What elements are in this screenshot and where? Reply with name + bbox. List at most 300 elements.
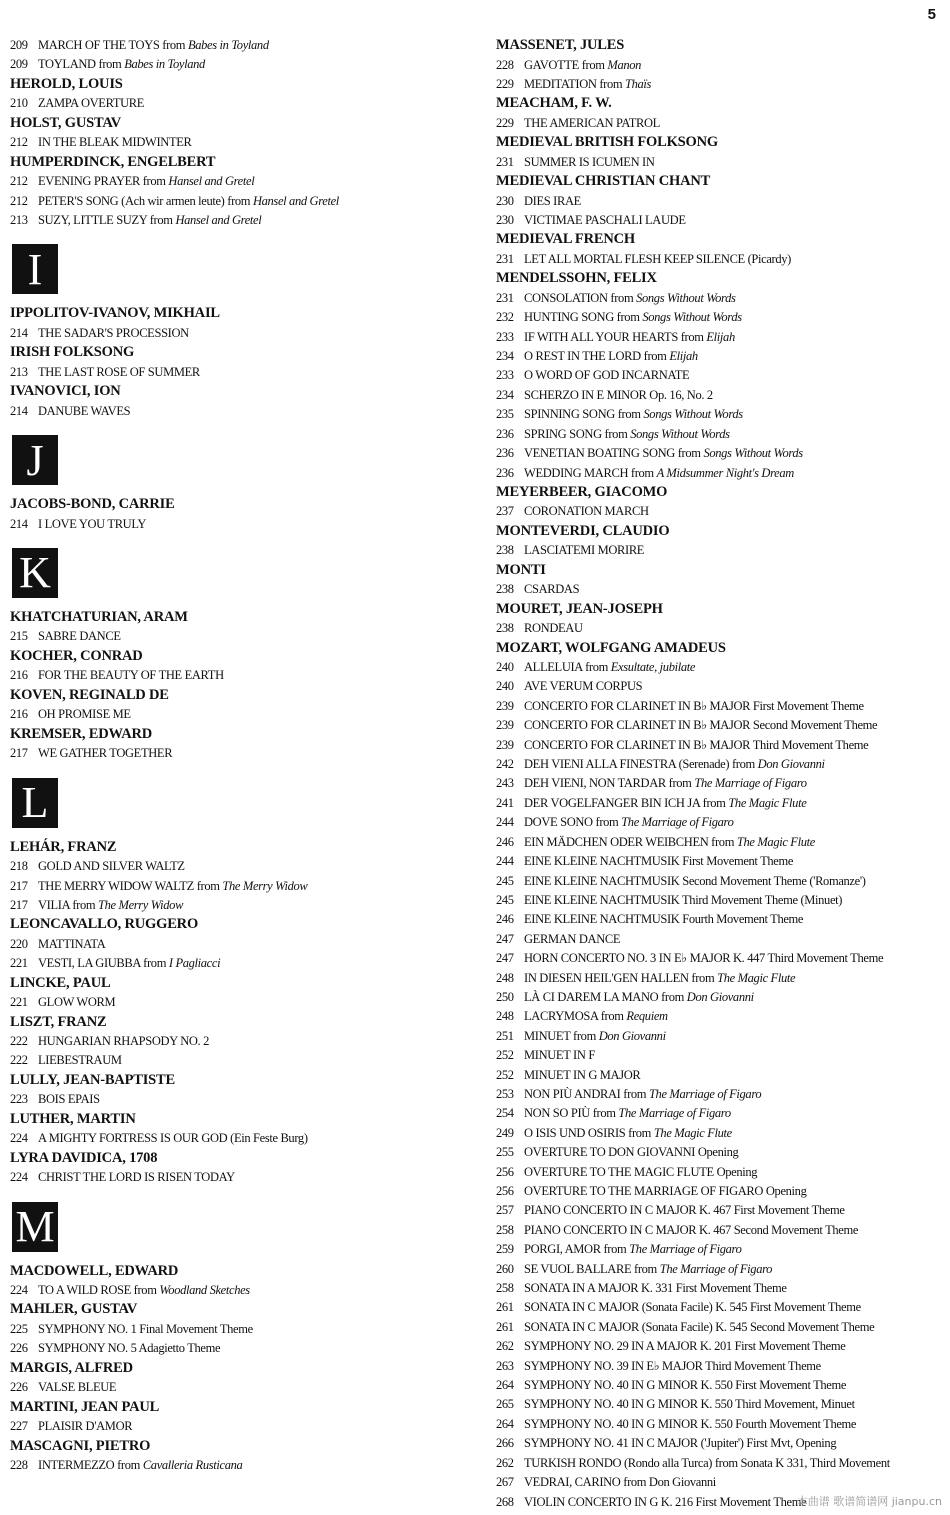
page-ref: 224 — [10, 1131, 28, 1146]
index-column-right — [496, 36, 940, 1512]
index-entry — [496, 1046, 940, 1065]
index-entry — [496, 347, 940, 366]
page-ref: 230 — [496, 213, 514, 228]
piece-title: CONCERTO FOR CLARINET IN B♭ MAJOR Second Movement Theme — [524, 718, 878, 733]
index-entry — [496, 1027, 940, 1046]
composer-heading: MONTEVERDI, CLAUDIO — [496, 522, 670, 539]
piece-title: SYMPHONY NO. 5 Adagietto Theme — [38, 1341, 221, 1356]
piece-title: CORONATION MARCH — [524, 504, 649, 519]
piece-title: SCHERZO IN E MINOR Op. 16, No. 2 — [524, 387, 713, 402]
index-entry — [496, 289, 940, 308]
source-work: Woodland Sketches — [159, 1283, 250, 1298]
piece-title: O REST IN THE LORD from — [524, 349, 667, 364]
source-work: Babes in Toyland — [124, 57, 205, 72]
piece-title: SONATA IN C MAJOR (Sonata Facile) K. 545 First Movement Theme — [524, 1300, 861, 1315]
piece-title: OVERTURE TO THE MARRIAGE OF FIGARO Opening — [524, 1184, 807, 1198]
piece-title: HORN CONCERTO NO. 3 IN E♭ MAJOR K. 447 Third Movement Theme — [524, 951, 884, 966]
page-ref: 240 — [496, 660, 514, 675]
composer-heading: MASSENET, JULES — [496, 37, 625, 53]
index-entry — [10, 55, 470, 74]
page-ref: 231 — [496, 154, 514, 169]
page-ref: 252 — [496, 1067, 514, 1082]
source-work: The Marriage of Figaro — [629, 1242, 742, 1257]
source-work: Don Giovanni — [686, 989, 754, 1004]
index-entry — [496, 1454, 940, 1473]
piece-title: IF WITH ALL YOUR HEARTS from — [524, 329, 704, 344]
page-ref: 247 — [496, 951, 514, 966]
composer-heading: LEONCAVALLO, RUGGERO — [10, 916, 199, 933]
page-ref: 256 — [496, 1164, 514, 1179]
index-entry — [496, 502, 940, 521]
page-ref: 224 — [10, 1170, 28, 1185]
composer-heading: MEDIEVAL BRITISH FOLKSONG — [496, 134, 718, 151]
source-work: Hansel and Gretel — [252, 193, 339, 208]
page-ref: 261 — [496, 1319, 514, 1334]
page-ref: 236 — [496, 446, 514, 461]
page-ref: 216 — [10, 668, 28, 683]
page-ref: 233 — [496, 329, 514, 344]
piece-title: VIOLIN CONCERTO IN G K. 216 First Movement Theme — [524, 1494, 807, 1509]
index-entry — [10, 1281, 470, 1300]
piece-title: OH PROMISE ME — [38, 707, 131, 722]
source-work: I Pagliacci — [168, 956, 221, 971]
composer-heading: KREMSER, EDWARD — [10, 725, 153, 742]
page-ref: 262 — [496, 1455, 514, 1470]
piece-title: LET ALL MORTAL FLESH KEEP SILENCE (Picardy) — [524, 251, 791, 266]
source-work: The Magic Flute — [653, 1125, 732, 1140]
piece-title: INTERMEZZO from — [38, 1458, 141, 1473]
piece-title: PLAISIR D'AMOR — [38, 1419, 133, 1434]
composer-heading: KOCHER, CONRAD — [10, 647, 143, 664]
page-ref: 221 — [10, 995, 28, 1010]
piece-title: VALSE BLEUE — [38, 1380, 117, 1395]
piece-title: O ISIS UND OSIRIS from — [524, 1125, 652, 1140]
page-ref: 214 — [10, 516, 28, 531]
piece-title: MARCH OF THE TOYS from — [38, 38, 186, 52]
page-ref: 264 — [496, 1378, 514, 1393]
piece-title: DER VOGELFANGER BIN ICH JA from — [524, 795, 726, 810]
page-ref: 254 — [496, 1106, 514, 1121]
page-ref: 229 — [496, 115, 514, 130]
composer-heading: MACDOWELL, EDWARD — [10, 1262, 179, 1279]
index-entry — [496, 833, 940, 852]
index-entry — [496, 464, 940, 483]
index-entry — [10, 1129, 470, 1148]
index-entry — [10, 211, 470, 230]
source-work: A Midsummer Night's Dream — [656, 465, 794, 480]
page-ref: 249 — [496, 1125, 514, 1140]
index-entry — [496, 580, 940, 599]
composer-heading: IPPOLITOV-IVANOV, MIKHAIL — [10, 305, 220, 322]
page-ref: 239 — [496, 698, 514, 713]
piece-title: WEDDING MARCH from — [524, 465, 654, 480]
composer-heading: MARGIS, ALFRED — [10, 1359, 133, 1376]
piece-title: SYMPHONY NO. 40 IN G MINOR K. 550 Third Movement, Minuet — [524, 1397, 855, 1412]
page-ref: 247 — [496, 931, 514, 946]
page-ref: 226 — [10, 1341, 28, 1356]
page-ref: 223 — [10, 1092, 28, 1107]
piece-title: THE LAST ROSE OF SUMMER — [38, 364, 200, 379]
source-work: Songs Without Words — [636, 290, 736, 305]
index-entry — [496, 328, 940, 347]
index-entry — [10, 896, 470, 915]
page-ref: 250 — [496, 989, 514, 1004]
index-entry — [496, 1279, 940, 1298]
piece-title: OVERTURE TO THE MAGIC FLUTE Opening — [524, 1164, 758, 1179]
index-entry — [496, 1163, 940, 1182]
index-entry — [496, 1143, 940, 1162]
index-entry — [496, 697, 940, 716]
page-ref: 244 — [496, 854, 514, 869]
index-entry — [496, 114, 940, 133]
piece-title: GOLD AND SILVER WALTZ — [38, 859, 185, 874]
piece-title: SE VUOL BALLARE from — [524, 1261, 657, 1276]
index-entry — [496, 949, 940, 968]
piece-title: SPRING SONG from — [524, 426, 628, 441]
composer-heading: MOZART, WOLFGANG AMADEUS — [496, 639, 726, 656]
watermark: 本曲谱 歌谱简谱网 jianpu.cn — [796, 1495, 942, 1508]
page-ref: 239 — [496, 737, 514, 752]
piece-title: SONATA IN A MAJOR K. 331 First Movement Theme — [524, 1281, 787, 1296]
page-ref: 238 — [496, 621, 514, 636]
source-work: Don Giovanni — [598, 1028, 666, 1043]
page-ref: 260 — [496, 1261, 514, 1276]
composer-heading: MEDIEVAL CHRISTIAN CHANT — [496, 173, 711, 190]
index-entry — [10, 363, 470, 382]
index-entry — [496, 192, 940, 211]
composer-heading: LUTHER, MARTIN — [10, 1110, 136, 1127]
index-entry — [496, 1434, 940, 1453]
index-entry — [10, 1320, 470, 1339]
index-entry — [496, 852, 940, 871]
composer-heading: MARTINI, JEAN PAUL — [10, 1398, 160, 1415]
piece-title: VICTIMAE PASCHALI LAUDE — [524, 213, 686, 228]
index-entry — [496, 405, 940, 424]
index-entry — [496, 658, 940, 677]
page-ref: 252 — [496, 1048, 514, 1063]
piece-title: SUMMER IS ICUMEN IN — [524, 154, 655, 169]
index-entry — [496, 872, 940, 891]
page-ref: 268 — [496, 1494, 514, 1509]
index-entry — [496, 1007, 940, 1026]
piece-title: EINE KLEINE NACHTMUSIK Third Movement Theme (Minuet) — [524, 892, 843, 907]
index-entry — [496, 1221, 940, 1240]
source-work: Hansel and Gretel — [168, 174, 255, 189]
page-ref: 243 — [496, 776, 514, 791]
piece-title: SABRE DANCE — [38, 629, 121, 644]
index-entry — [10, 94, 470, 113]
composer-heading: KOVEN, REGINALD DE — [10, 686, 169, 703]
index-entry — [10, 133, 470, 152]
piece-title: SYMPHONY NO. 39 IN E♭ MAJOR Third Movement Theme — [524, 1358, 821, 1373]
page-ref: 213 — [10, 212, 28, 227]
page-ref: 263 — [496, 1358, 514, 1373]
page-ref: 222 — [10, 1053, 28, 1068]
piece-title: NON SO PIÙ from — [524, 1106, 616, 1121]
index-entry — [496, 1124, 940, 1143]
index-entry — [10, 515, 470, 534]
source-work: The Magic Flute — [728, 795, 807, 810]
composer-heading: LINCKE, PAUL — [10, 974, 111, 991]
page-ref: 264 — [496, 1416, 514, 1431]
composer-heading: LEHÁR, FRANZ — [10, 838, 117, 855]
page-ref: 242 — [496, 757, 514, 772]
source-work: The Merry Widow — [222, 878, 308, 893]
composer-heading: MEACHAM, F. W. — [496, 95, 612, 112]
page-ref: 233 — [496, 368, 514, 383]
page-ref: 266 — [496, 1436, 514, 1451]
page-ref: 231 — [496, 251, 514, 266]
index-entry — [496, 1240, 940, 1259]
section-letter: K — [12, 548, 58, 598]
page-ref: 246 — [496, 834, 514, 849]
page-ref: 209 — [10, 57, 28, 72]
piece-title: SYMPHONY NO. 41 IN C MAJOR ('Jupiter') First Mvt, Opening — [524, 1436, 837, 1451]
index-entry — [496, 1318, 940, 1337]
index-entry — [496, 794, 940, 813]
piece-title: LIEBESTRAUM — [38, 1053, 122, 1068]
page-ref: 212 — [10, 193, 28, 208]
source-work: Babes in Toyland — [187, 38, 269, 52]
index-entry — [496, 250, 940, 269]
page-ref: 230 — [496, 193, 514, 208]
source-work: The Marriage of Figaro — [659, 1261, 773, 1276]
page-ref: 245 — [496, 892, 514, 907]
page-ref: 234 — [496, 349, 514, 364]
page-ref: 226 — [10, 1380, 28, 1395]
index-entry — [10, 1456, 470, 1475]
piece-title: BOIS EPAIS — [38, 1092, 100, 1107]
source-work: Elijah — [706, 329, 735, 344]
page-ref: 257 — [496, 1203, 514, 1218]
index-entry — [496, 425, 940, 444]
index-entry — [496, 386, 940, 405]
index-entry — [496, 1066, 940, 1085]
page-ref: 246 — [496, 912, 514, 927]
piece-title: EVENING PRAYER from — [38, 174, 166, 189]
index-entry — [496, 1376, 940, 1395]
composer-heading: MASCAGNI, PIETRO — [10, 1437, 151, 1454]
index-entry — [10, 1051, 470, 1070]
index-column-left — [10, 36, 470, 1476]
index-entry — [496, 813, 940, 832]
page-ref: 241 — [496, 795, 514, 810]
composer-heading: MOURET, JEAN-JOSEPH — [496, 600, 663, 617]
source-work: Songs Without Words — [642, 310, 742, 325]
source-work: The Marriage of Figaro — [694, 776, 807, 791]
page-ref: 213 — [10, 364, 28, 379]
piece-title: GLOW WORM — [38, 995, 116, 1010]
piece-title: PIANO CONCERTO IN C MAJOR K. 467 Second Movement Theme — [524, 1222, 859, 1237]
index-entry — [10, 172, 470, 191]
piece-title: VESTI, LA GIUBBA from — [38, 956, 167, 971]
piece-title: MINUET from — [524, 1028, 596, 1043]
piece-title: A MIGHTY FORTRESS IS OUR GOD (Ein Feste Burg) — [38, 1131, 308, 1146]
piece-title: DEH VIENI ALLA FINESTRA (Serenade) from — [524, 757, 755, 772]
composer-heading: MONTI — [496, 561, 546, 578]
piece-title: SYMPHONY NO. 29 IN A MAJOR K. 201 First Movement Theme — [524, 1339, 846, 1354]
index-entry — [496, 75, 940, 94]
piece-title: HUNGARIAN RHAPSODY NO. 2 — [38, 1034, 210, 1049]
piece-title: SYMPHONY NO. 40 IN G MINOR K. 550 First Movement Theme — [524, 1378, 847, 1393]
piece-title: VENETIAN BOATING SONG from — [524, 446, 701, 461]
piece-title: DIES IRAE — [524, 193, 581, 208]
page-ref: 258 — [496, 1281, 514, 1296]
source-work: Thaïs — [625, 76, 652, 91]
index-entry — [496, 677, 940, 696]
source-work: Songs Without Words — [703, 446, 803, 461]
source-work: Songs Without Words — [630, 426, 730, 441]
section-letter: M — [12, 1202, 58, 1252]
index-entry — [496, 211, 940, 230]
composer-heading: HOLST, GUSTAV — [10, 114, 122, 131]
piece-title: LÀ CI DAREM LA MANO from — [524, 989, 684, 1004]
composer-heading: LULLY, JEAN-BAPTISTE — [10, 1071, 175, 1088]
page-ref: 214 — [10, 325, 28, 340]
page-ref: 265 — [496, 1397, 514, 1412]
index-entry — [10, 1032, 470, 1051]
index-entry — [496, 308, 940, 327]
source-work: Exsultate, jubilate — [610, 660, 696, 675]
index-entry — [10, 744, 470, 763]
piece-title: MINUET IN F — [524, 1048, 595, 1063]
index-entry — [10, 627, 470, 646]
page-ref: 259 — [496, 1242, 514, 1257]
page-ref: 229 — [496, 76, 514, 91]
page-ref: 217 — [10, 897, 28, 912]
piece-title: GAVOTTE from — [524, 57, 605, 72]
source-work: Requiem — [626, 1009, 668, 1024]
piece-title: CHRIST THE LORD IS RISEN TODAY — [38, 1170, 235, 1185]
page-ref: 214 — [10, 403, 28, 418]
piece-title: EINE KLEINE NACHTMUSIK Fourth Movement Theme — [524, 912, 804, 927]
index-entry — [496, 736, 940, 755]
index-entry — [10, 1090, 470, 1109]
source-work: Don Giovanni — [757, 757, 825, 772]
source-work: The Magic Flute — [717, 970, 796, 985]
page-ref: 210 — [10, 96, 28, 111]
index-entry — [496, 1395, 940, 1414]
page-ref: 261 — [496, 1300, 514, 1315]
piece-title: HUNTING SONG from — [524, 310, 640, 325]
index-entry — [496, 444, 940, 463]
piece-title: GERMAN DANCE — [524, 931, 621, 946]
index-entry — [496, 930, 940, 949]
piece-title: RONDEAU — [524, 621, 583, 636]
page-ref: 255 — [496, 1145, 514, 1160]
page-ref: 209 — [10, 38, 28, 52]
index-entry — [496, 716, 940, 735]
piece-title: CONCERTO FOR CLARINET IN B♭ MAJOR First Movement Theme — [524, 698, 864, 713]
index-entry — [496, 774, 940, 793]
index-entry — [10, 1168, 470, 1187]
page-ref: 221 — [10, 956, 28, 971]
piece-title: IN THE BLEAK MIDWINTER — [38, 135, 192, 150]
piece-title: MATTINATA — [38, 936, 106, 951]
page-ref: 236 — [496, 465, 514, 480]
piece-title: PORGI, AMOR from — [524, 1242, 627, 1257]
piece-title: EINE KLEINE NACHTMUSIK Second Movement Theme ('Romanze') — [524, 873, 866, 888]
page-ref: 236 — [496, 426, 514, 441]
piece-title: OVERTURE TO DON GIOVANNI Opening — [524, 1145, 739, 1160]
composer-heading: HEROLD, LOUIS — [10, 75, 123, 92]
index-entry — [496, 1415, 940, 1434]
piece-title: IN DIESEN HEIL'GEN HALLEN from — [524, 970, 715, 985]
piece-title: CONSOLATION from — [524, 290, 634, 305]
piece-title: EIN MÄDCHEN ODER WEIBCHEN from — [524, 834, 735, 849]
composer-heading: LISZT, FRANZ — [10, 1013, 107, 1030]
piece-title: O WORD OF GOD INCARNATE — [524, 368, 690, 383]
page-ref: 222 — [10, 1034, 28, 1049]
piece-title: PIANO CONCERTO IN C MAJOR K. 467 First Movement Theme — [524, 1203, 845, 1218]
page-ref: 218 — [10, 859, 28, 874]
piece-title: MEDITATION from — [524, 76, 623, 91]
piece-title: PETER'S SONG (Ach wir armen leute) from — [38, 193, 251, 208]
piece-title: ALLELUIA from — [524, 660, 608, 675]
piece-title: ZAMPA OVERTURE — [38, 96, 145, 111]
page-ref: 228 — [10, 1458, 28, 1473]
composer-heading: IRISH FOLKSONG — [10, 344, 135, 361]
index-entry — [10, 705, 470, 724]
page-ref: 244 — [496, 815, 514, 830]
page-ref: 225 — [10, 1321, 28, 1336]
page-ref: 217 — [10, 746, 28, 761]
composer-heading: JACOBS-BOND, CARRIE — [10, 496, 175, 513]
page-ref: 224 — [10, 1283, 28, 1298]
section-letter: J — [12, 435, 58, 485]
index-entry — [496, 541, 940, 560]
piece-title: TURKISH RONDO (Rondo alla Turca) from Sonata K 331, Third Movement — [524, 1455, 890, 1470]
piece-title: VILIA from — [38, 897, 96, 912]
composer-heading: MENDELSSOHN, FELIX — [496, 270, 657, 287]
page-ref: 248 — [496, 970, 514, 985]
piece-title: LACRYMOSA from — [524, 1009, 624, 1024]
source-work: Hansel and Gretel — [175, 212, 262, 227]
page-ref: 258 — [496, 1222, 514, 1237]
page-ref: 234 — [496, 387, 514, 402]
index-entry — [496, 755, 940, 774]
section-letter: L — [12, 778, 58, 828]
page-ref: 228 — [496, 57, 514, 72]
page-ref: 216 — [10, 707, 28, 722]
page-ref: 238 — [496, 543, 514, 558]
page-ref: 212 — [10, 135, 28, 150]
index-entry — [496, 969, 940, 988]
piece-title: THE AMERICAN PATROL — [524, 115, 660, 130]
source-work: The Marriage of Figaro — [621, 815, 734, 830]
piece-title: FOR THE BEAUTY OF THE EARTH — [38, 668, 224, 683]
source-work: The Merry Widow — [98, 897, 184, 912]
page-ref: 251 — [496, 1028, 514, 1043]
composer-heading: KHATCHATURIAN, ARAM — [10, 608, 188, 625]
piece-title: DANUBE WAVES — [38, 403, 131, 418]
page-ref: 239 — [496, 718, 514, 733]
composer-heading: IVANOVICI, ION — [10, 383, 121, 400]
index-entry — [10, 1417, 470, 1436]
source-work: The Marriage of Figaro — [618, 1106, 731, 1121]
section-letter: I — [12, 244, 58, 294]
page-ref: 227 — [10, 1419, 28, 1434]
piece-title: AVE VERUM CORPUS — [524, 679, 643, 694]
piece-title: THE MERRY WIDOW WALTZ from — [38, 878, 220, 893]
page-ref: 245 — [496, 873, 514, 888]
index-entry — [496, 1201, 940, 1220]
piece-title: SONATA IN C MAJOR (Sonata Facile) K. 545 Second Movement Theme — [524, 1319, 875, 1334]
index-entry — [10, 666, 470, 685]
source-work: Manon — [607, 57, 642, 72]
piece-title: WE GATHER TOGETHER — [38, 746, 173, 761]
index-entry — [10, 877, 470, 896]
